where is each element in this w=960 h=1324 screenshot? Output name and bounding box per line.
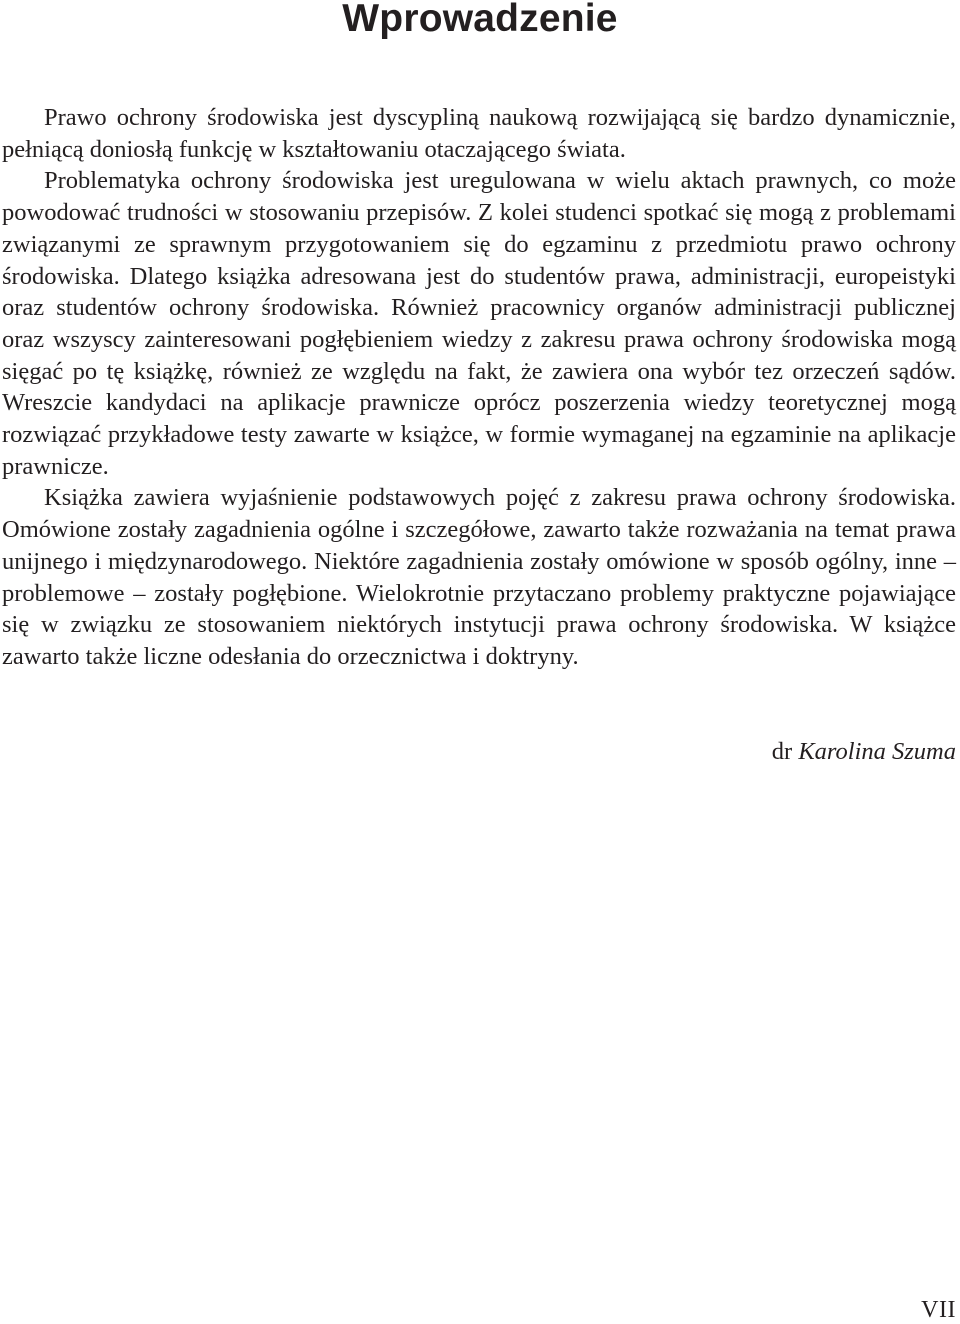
author-name: Karolina Szuma <box>798 738 956 765</box>
page-number: VII <box>921 1297 956 1323</box>
page-title: Wprowadzenie <box>342 0 618 40</box>
paragraph-2: Problematyka ochrony środowiska jest uregulowana w wielu aktach prawnych, co może powodować trudności w stosowaniu przepisów. Z kolei studenci spotkać się mogą z problemami związanymi ze sprawnym przygotowaniem się do egzaminu z przedmiotu prawo ochrony środowiska. Dlatego książka adresowana jest do studentów prawa, administracji, europeistyki oraz studentów ochrony środowiska. Również pracownicy organów administracji publicznej oraz wszyscy zainteresowani pogłębieniem wiedzy z zakresu prawa ochrony środowiska mogą sięgać po tę książkę, również ze względu na fakt, że zawiera ona wybór tez orzeczeń sądów. Wreszcie kandydaci na aplikacje prawnicze oprócz poszerzenia wiedzy teoretycznej mogą rozwiązać przykładowe testy zawarte w książce, w formie wymaganej na egzaminie na aplikacje prawnicze. <box>2 167 956 480</box>
paragraph-3: Książka zawiera wyjaśnienie podstawowych pojęć z zakresu prawa ochrony środowiska. Omówione zostały zagadnienia ogólne i szczegółowe, zawarto także rozważania na temat prawa unijnego i międzynarodowego. Niektóre zagadnienia zostały omówione w sposób ogólny, inne – problemowe – zostały pogłębione. Wielokrotnie przytaczano problemy praktyczne pojawiające się w związku ze stosowaniem niektórych instytucji prawa ochrony środowiska. W książce zawarto także liczne odesłania do orzecznictwa i doktryny. <box>2 484 956 670</box>
body-text <box>2 102 956 673</box>
author-title: dr <box>771 738 793 765</box>
paragraph-1: Prawo ochrony środowiska jest dyscypliną naukową rozwijającą się bardzo dynamicznie, pełniącą doniosłą funkcję w kształtowaniu otaczającego świata. <box>2 104 956 163</box>
author-signature <box>772 736 956 768</box>
